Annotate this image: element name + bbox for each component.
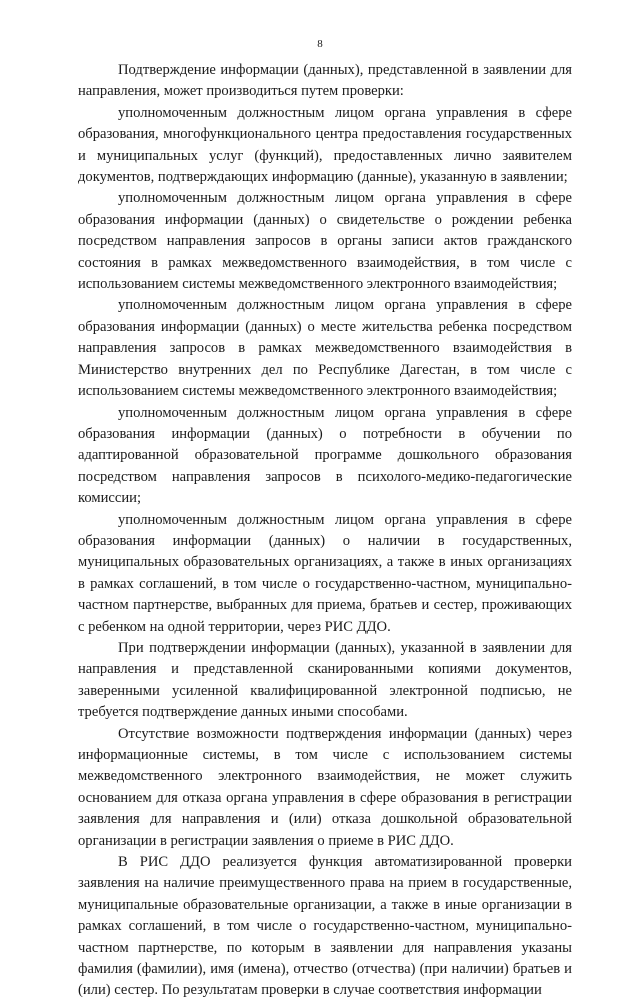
paragraph: уполномоченным должностным лицом органа управления в сфере образования, многофункционального центра предоставления государственных и муниципальных услуг (функций), предоставленных лично заявителем документов, подтверждающих информацию (данные), указанную в заявлении; [78, 104, 572, 186]
paragraph: Подтверждение информации (данных), представленной в заявлении для направления, может производиться путем проверки: [78, 62, 572, 100]
document-body [78, 60, 572, 1002]
paragraph: Отсутствие возможности подтверждения информации (данных) через информационные системы, в том числе с использованием системы межведомственного электронного взаимодействия, не может служить основанием для отказа органа управления в сфере образования в регистрации заявления для направления и (или) отказа дошкольной образовательной организации в регистрации заявления о приеме в РИС ДДО. [78, 725, 572, 849]
paragraph: уполномоченным должностным лицом органа управления в сфере образования информации (данных) о свидетельстве о рождении ребенка посредством направления запросов в органы записи актов гражданского состояния в рамках межведомственного взаимодействия, в том числе с использованием системы межведомственного электронного взаимодействия; [78, 190, 572, 293]
page-number: 8 [317, 38, 323, 50]
paragraph: В РИС ДДО реализуется функция автоматизированной проверки заявления на наличие преимущественного права на прием в государственные, муниципальные образовательные организации, а также в иные организации в рамках соглашений, в том числе о государственно-частном, муниципально-частном партнерстве, по которым в заявлении для направления указаны фамилия (фамилии), имя (имена), отчество (отчества) (при наличии) братьев и (или) сестер. По результатам проверки в случае соответствия информации [78, 854, 572, 999]
paragraph: При подтверждении информации (данных), указанной в заявлении для направления и представленной сканированными копиями документов, заверенными усиленной квалифицированной электронной подписью, не требуется подтверждение данных иными способами. [78, 639, 572, 721]
paragraph: уполномоченным должностным лицом органа управления в сфере образования информации (данных) о месте жительства ребенка посредством направления запросов в рамках межведомственного взаимодействия в Министерство внутренних дел по Республике Дагестан, в том числе с использованием системы межведомственного электронного взаимодействия; [78, 297, 572, 400]
paragraph: уполномоченным должностным лицом органа управления в сфере образования информации (данных) о наличии в государственных, муниципальных образовательных организациях, а также в иных организациях в рамках соглашений, в том числе о государственно-частном, муниципально-частном партнерстве, выбранных для приема, братьев и сестер, проживающих с ребенком на одной территории, через РИС ДДО. [78, 511, 572, 635]
paragraph: уполномоченным должностным лицом органа управления в сфере образования информации (данных) о потребности в обучении по адаптированной образовательной программе дошкольного образования посредством направления запросов в психолого-медико-педагогические комиссии; [78, 404, 572, 507]
